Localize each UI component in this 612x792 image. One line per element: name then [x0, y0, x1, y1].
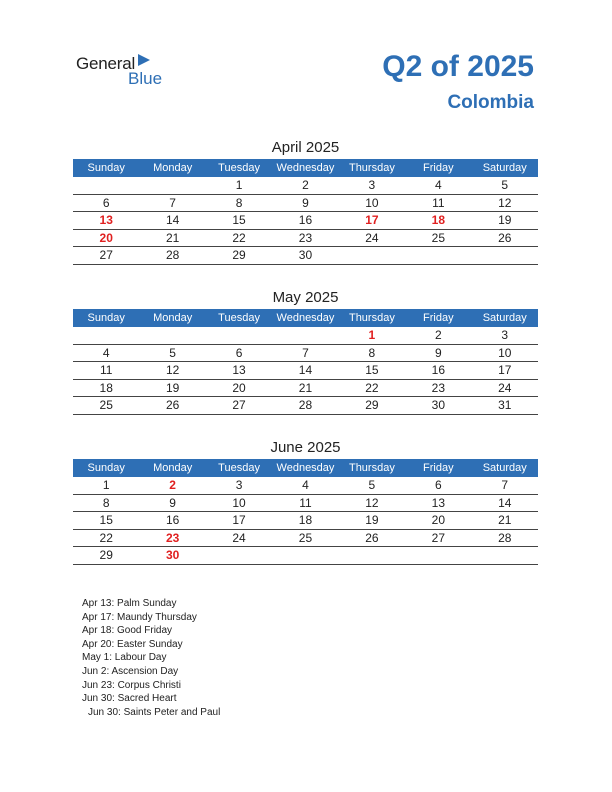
day-cell: 5 — [368, 478, 376, 492]
holiday-day-cell: 2 — [169, 478, 176, 492]
week-row — [73, 345, 538, 363]
day-cell — [73, 177, 139, 194]
day-cell — [206, 327, 272, 344]
day-cell: 23 — [298, 230, 313, 245]
day-cell: 14 — [498, 495, 512, 510]
day-cell — [206, 547, 272, 564]
day-cell: 1 — [235, 178, 243, 192]
week-row — [73, 397, 538, 415]
weekday-label: Sunday — [87, 462, 125, 474]
day-cell: 15 — [99, 513, 113, 527]
day-cell: 26 — [165, 398, 180, 412]
weekday-label: Tuesday — [218, 162, 260, 174]
holiday-note: Jun 2: Ascension Day — [82, 665, 179, 677]
month-calendar — [73, 287, 538, 415]
day-cell — [339, 547, 405, 564]
day-cell — [405, 247, 471, 264]
day-cell: 24 — [365, 230, 379, 245]
day-cell: 27 — [232, 398, 246, 412]
weekday-label: Thursday — [348, 162, 395, 174]
day-cell: 8 — [102, 495, 110, 510]
month-title: May 2025 — [272, 289, 339, 306]
day-cell: 11 — [299, 495, 312, 510]
day-cell: 26 — [365, 530, 379, 545]
day-cell: 29 — [365, 398, 379, 412]
day-cell: 25 — [298, 530, 313, 545]
day-cell: 16 — [298, 213, 313, 227]
holiday-notes — [82, 597, 220, 719]
weekday-label: Wednesday — [276, 162, 335, 174]
weekday-label: Monday — [153, 312, 193, 324]
weekday-label: Friday — [423, 462, 454, 474]
day-cell: 22 — [99, 530, 113, 545]
day-cell: 18 — [298, 513, 313, 527]
month-calendar — [73, 437, 538, 565]
weekday-label: Saturday — [482, 462, 527, 474]
holiday-note: Jun 30: Sacred Heart — [82, 693, 177, 705]
holiday-note: Apr 17: Maundy Thursday — [82, 611, 197, 623]
day-cell: 2 — [302, 178, 309, 192]
day-cell: 20 — [431, 513, 445, 527]
day-cell: 1 — [102, 478, 110, 492]
weekday-label: Wednesday — [276, 462, 335, 474]
day-cell: 7 — [501, 478, 509, 492]
day-cell: 21 — [498, 513, 512, 527]
day-cell: 2 — [434, 328, 442, 342]
day-cell: 5 — [501, 178, 509, 192]
day-cell: 12 — [365, 495, 379, 510]
day-cell: 21 — [165, 230, 180, 245]
day-cell: 26 — [498, 230, 512, 245]
day-cell: 30 — [431, 398, 445, 412]
day-cell: 19 — [498, 213, 512, 227]
weekday-label: Saturday — [482, 162, 527, 174]
day-cell: 4 — [434, 178, 442, 192]
holiday-day-cell: 1 — [368, 328, 376, 342]
weekday-label: Friday — [423, 162, 454, 174]
holiday-note: Apr 13: Palm Sunday — [82, 598, 177, 609]
weekday-label: Wednesday — [276, 312, 335, 324]
day-cell: 3 — [235, 478, 243, 492]
day-cell — [272, 327, 338, 344]
weekday-label: Thursday — [348, 312, 395, 324]
day-cell: 21 — [298, 380, 313, 395]
week-row — [73, 362, 538, 380]
holiday-note: Jun 30: Saints Peter and Paul — [88, 706, 221, 718]
week-row — [73, 177, 538, 195]
day-cell: 9 — [169, 495, 176, 510]
day-cell: 28 — [498, 530, 512, 545]
day-cell: 30 — [298, 248, 313, 262]
week-row — [73, 530, 538, 548]
day-cell: 23 — [431, 380, 445, 395]
day-cell: 19 — [365, 513, 379, 527]
day-cell: 12 — [498, 195, 512, 210]
weekday-label: Monday — [153, 462, 193, 474]
week-row — [73, 547, 538, 565]
day-cell: 11 — [432, 195, 445, 210]
day-cell: 10 — [365, 195, 379, 210]
day-cell: 6 — [235, 345, 243, 360]
day-cell: 19 — [165, 380, 180, 395]
weekday-label: Tuesday — [218, 312, 260, 324]
week-row — [73, 195, 538, 213]
day-cell: 4 — [302, 478, 309, 492]
day-cell: 14 — [298, 363, 313, 377]
day-cell: 6 — [434, 478, 442, 492]
week-row — [73, 247, 538, 265]
day-cell: 13 — [232, 363, 246, 377]
week-row — [73, 327, 538, 345]
day-cell: 9 — [302, 195, 309, 210]
day-cell: 7 — [169, 195, 176, 210]
day-cell — [272, 547, 338, 564]
day-cell: 4 — [102, 345, 110, 360]
week-row — [73, 230, 538, 248]
holiday-day-cell: 20 — [99, 230, 113, 245]
day-cell — [472, 247, 538, 264]
week-row — [73, 495, 538, 513]
day-cell: 17 — [498, 363, 512, 377]
day-cell: 15 — [232, 213, 246, 227]
day-cell: 3 — [368, 178, 376, 192]
week-row — [73, 477, 538, 495]
logo-blue-text: Blue — [128, 69, 163, 88]
weekday-header — [73, 159, 538, 177]
day-cell: 18 — [99, 380, 113, 395]
weekday-header — [73, 459, 538, 477]
day-cell: 24 — [498, 380, 512, 395]
day-cell: 27 — [431, 530, 445, 545]
day-cell: 5 — [169, 345, 176, 360]
weekday-label: Friday — [423, 312, 454, 324]
holiday-day-cell: 30 — [165, 548, 180, 562]
day-cell: 3 — [501, 328, 509, 342]
weekday-label: Sunday — [87, 162, 125, 174]
day-cell: 16 — [431, 363, 445, 377]
day-cell: 25 — [431, 230, 445, 245]
day-cell: 10 — [232, 495, 246, 510]
day-cell — [472, 547, 538, 564]
weekday-label: Saturday — [482, 312, 527, 324]
day-cell: 6 — [102, 195, 110, 210]
day-cell: 12 — [165, 363, 180, 377]
day-cell: 8 — [235, 195, 243, 210]
holiday-note: May 1: Labour Day — [82, 652, 167, 664]
logo — [76, 52, 176, 88]
day-cell: 25 — [99, 398, 113, 412]
day-cell — [139, 327, 205, 344]
day-cell: 10 — [498, 345, 512, 360]
day-cell: 24 — [232, 530, 246, 545]
day-cell: 9 — [434, 345, 442, 360]
day-cell: 11 — [99, 363, 113, 377]
day-cell: 13 — [431, 495, 445, 510]
week-row — [73, 212, 538, 230]
day-cell: 17 — [232, 513, 246, 527]
weekday-header — [73, 309, 538, 327]
holiday-day-cell: 17 — [365, 213, 379, 227]
day-cell: 16 — [165, 513, 180, 527]
day-cell: 14 — [165, 213, 180, 227]
page-title: Q2 of 2025 — [382, 50, 534, 83]
day-cell: 28 — [298, 398, 313, 412]
day-cell: 29 — [232, 248, 246, 262]
weekday-label: Thursday — [348, 462, 395, 474]
holiday-day-cell: 23 — [165, 530, 180, 545]
day-cell: 29 — [99, 548, 113, 562]
month-title: April 2025 — [271, 139, 340, 156]
day-cell: 20 — [232, 380, 246, 395]
logo-general-text: General — [76, 54, 136, 73]
day-cell: 27 — [99, 248, 113, 262]
day-cell: 31 — [498, 398, 512, 412]
holiday-note: Jun 23: Corpus Christi — [82, 679, 181, 691]
weekday-label: Tuesday — [218, 462, 260, 474]
holiday-note: Apr 20: Easter Sunday — [82, 638, 183, 650]
logo-flag-icon — [138, 54, 150, 66]
holiday-day-cell: 13 — [99, 213, 113, 227]
day-cell — [139, 177, 205, 194]
day-cell: 22 — [232, 230, 246, 245]
month-title: June 2025 — [270, 439, 341, 456]
day-cell — [405, 547, 471, 564]
weekday-label: Sunday — [87, 312, 125, 324]
month-calendar — [73, 137, 538, 265]
day-cell: 22 — [365, 380, 379, 395]
holiday-note: Apr 18: Good Friday — [82, 625, 173, 637]
day-cell: 7 — [302, 345, 309, 360]
day-cell: 15 — [365, 363, 379, 377]
day-cell: 28 — [165, 248, 180, 262]
day-cell — [339, 247, 405, 264]
holiday-day-cell: 18 — [431, 213, 445, 227]
week-row — [73, 380, 538, 398]
weekday-label: Monday — [153, 162, 193, 174]
week-row — [73, 512, 538, 530]
day-cell — [73, 327, 139, 344]
day-cell: 8 — [368, 345, 376, 360]
country-name: Colombia — [447, 92, 534, 113]
